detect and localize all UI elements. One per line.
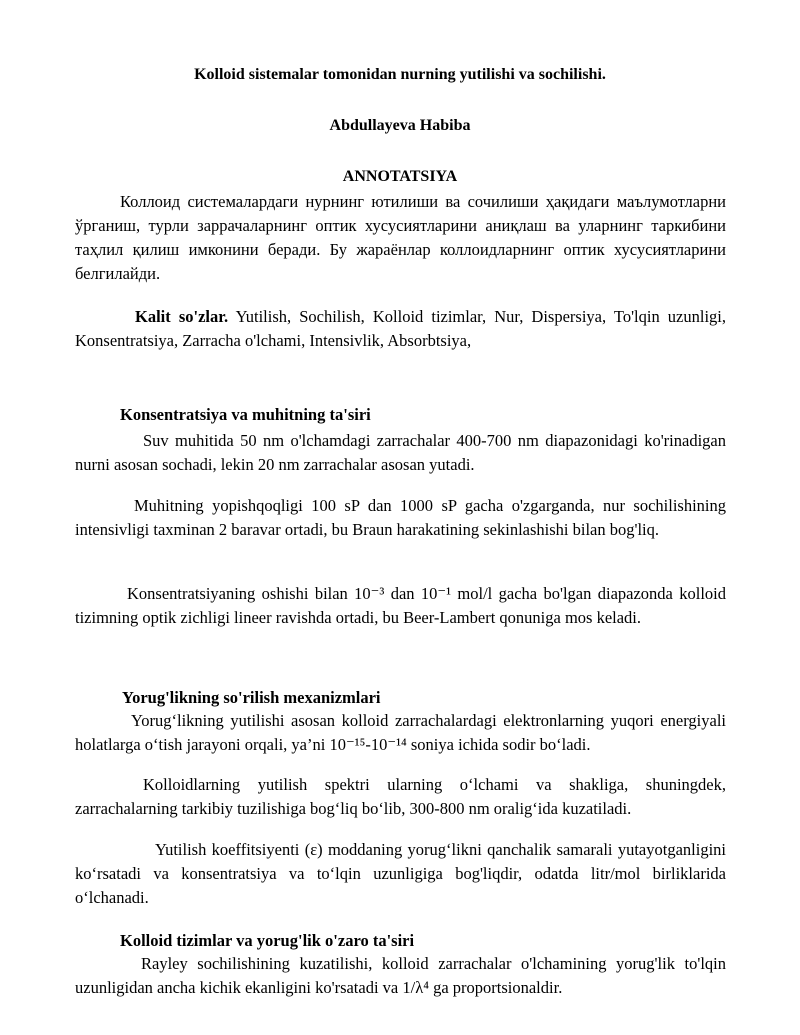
document-title: Kolloid sistemalar tomonidan nurning yutilishi va sochilishi. [194, 66, 606, 83]
section-paragraph: Rayley sochilishining kuzatilishi, kolloid zarrachalar o'lchamining yorug'lik to'lqin uzunligidan ancha kichik ekanligini ko'rsatadi va 1/λ⁴ ga proportsionaldir. [75, 954, 726, 997]
section-paragraph: Yutilish koeffitsiyenti (ε) moddaning yorug‘likni qanchalik samarali yutayotganligini ko‘rsatadi va konsentratsiya va to‘lqin uzunligiga bog'liqdir, odatda litr/mol birliklarida o‘lchanadi. [75, 840, 726, 907]
annotation-text: Коллоид системалардаги нурнинг ютилиши ва сочилиши ҳақидаги маълумотларни ўрганиш, турли заррачаларнинг оптик хусусиятларини аниқлаш ва уларнинг таркибини таҳлил қилиш имконини беради. Бу жараёнлар коллоидларнинг оптик хусусиятларини белгилайди. [75, 192, 726, 283]
keywords-text: Yutilish, Sochilish, Kolloid tizimlar, Nur, Dispersiya, To'lqin uzunligi, Konsentratsiya, Zarracha o'lchami, Intensivlik, Absorbtsiya, [75, 307, 726, 350]
section-heading: Yorug'likning so'rilish mexanizmlari [122, 688, 381, 707]
section-paragraph: Suv muhitida 50 nm o'lchamdagi zarrachalar 400-700 nm diapazonidagi ko'rinadigan nurni asosan sochadi, lekin 20 nm zarrachalar asosan yutadi. [75, 431, 726, 474]
section-paragraph: Yorug‘likning yutilishi asosan kolloid zarrachalardagi elektronlarning yuqori energiyali holatlarga o‘tish jarayoni orqali, ya’ni 10⁻¹⁵-10⁻¹⁴ soniya ichida sodir bo‘ladi. [75, 711, 726, 754]
keywords-label: Kalit so'zlar. [135, 307, 229, 326]
section-heading: Konsentratsiya va muhitning ta'siri [120, 405, 371, 424]
section-paragraph: Konsentratsiyaning oshishi bilan 10⁻³ dan 10⁻¹ mol/l gacha bo'lgan diapazonda kolloid tizimning optik zichligi lineer ravishda ortadi, bu Beer-Lambert qonuniga mos keladi. [75, 584, 726, 627]
section-heading: Kolloid tizimlar va yorug'lik o'zaro ta'siri [120, 931, 415, 950]
section-paragraph: Kolloidlarning yutilish spektri ularning o‘lchami va shakliga, shuningdek, zarrachalarning tarkibiy tuzilishiga bog‘liq bo‘lib, 300-800 nm oralig‘ida kuzatiladi. [75, 775, 726, 818]
author-name: Abdullayeva Habiba [329, 117, 471, 134]
section-paragraph: Muhitning yopishqoqligi 100 sP dan 1000 sP gacha o'zgarganda, nur sochilishining intensivligi taxminan 2 baravar ortadi, bu Braun harakatining sekinlashishi bilan bog'liq. [75, 496, 726, 539]
annotation-heading: ANNOTATSIYA [342, 168, 458, 185]
keywords-paragraph [75, 305, 726, 353]
